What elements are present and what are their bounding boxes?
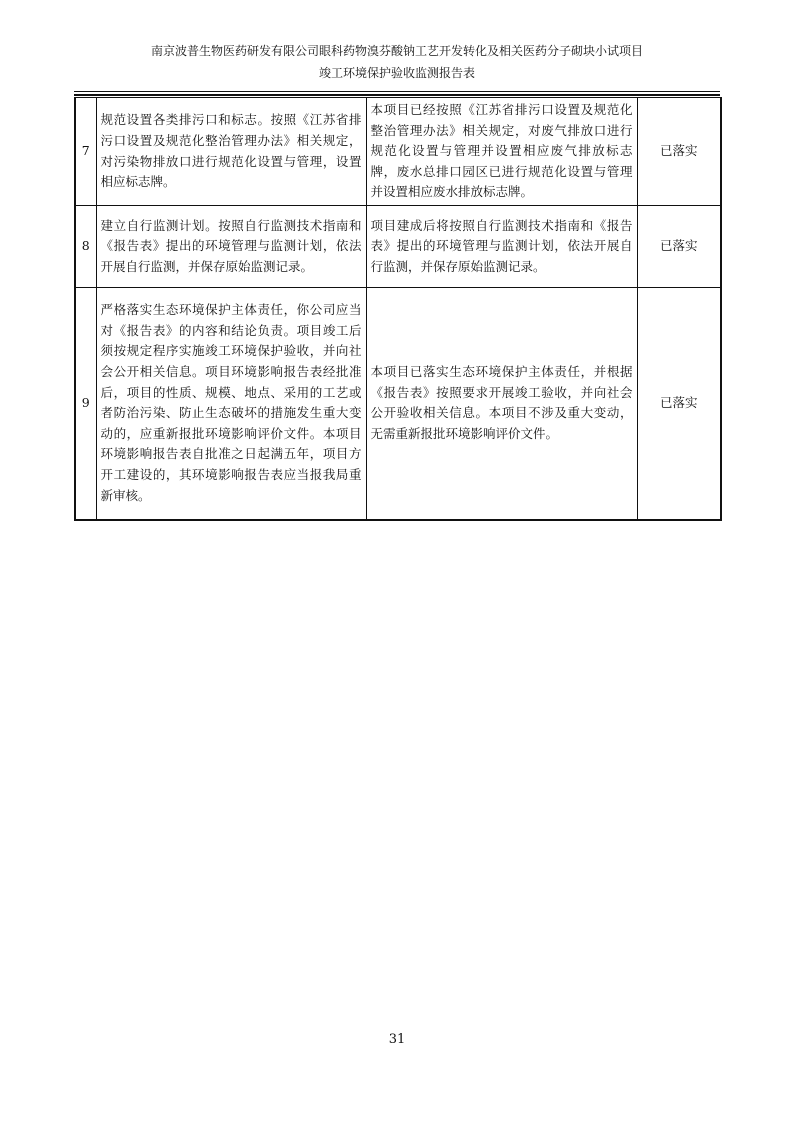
header-rule-thin <box>74 91 720 92</box>
requirement-cell: 严格落实生态环境保护主体责任，你公司应当对《报告表》的内容和结论负责。项目竣工后须按规定程序实施竣工环境保护验收，并向社会公开相关信息。项目环境影响报告表经批准后，项目的性质、规模、地点、采用的工艺或者防治污染、防止生态破坏的措施发生重大变动的，应重新报批环境影响评价文件。本项目环境影响报告表自批准之日起满五年，项目方开工建设的，其环境影响报告表应当报我局重新审核。 <box>96 288 366 520</box>
table-row <box>75 288 721 520</box>
requirement-cell: 建立自行监测计划。按照自行监测技术指南和《报告表》提出的环境管理与监测计划，依法开展自行监测，并保存原始监测记录。 <box>96 206 366 288</box>
implementation-cell: 本项目已经按照《江苏省排污口设置及规范化整治管理办法》相关规定，对废气排放口进行规范化设置与管理并设置相应废气排放标志牌，废水总排口园区已进行规范化设置与管理并设置相应废水排放标志牌。 <box>366 98 637 206</box>
status-cell: 已落实 <box>637 206 721 288</box>
row-index: 7 <box>75 98 96 206</box>
page-number: 31 <box>388 1032 406 1047</box>
row-index: 8 <box>75 206 96 288</box>
header-title-line2: 竣工环境保护验收监测报告表 <box>318 66 475 80</box>
requirements-table <box>74 97 722 521</box>
status-cell: 已落实 <box>637 288 721 520</box>
implementation-cell: 本项目已落实生态环境保护主体责任，并根据《报告表》按照要求开展竣工验收，并向社会公开验收相关信息。本项目不涉及重大变动，无需重新报批环境影响评价文件。 <box>366 288 637 520</box>
implementation-cell: 项目建成后将按照自行监测技术指南和《报告表》提出的环境管理与监测计划，依法开展自行监测，并保存原始监测记录。 <box>366 206 637 288</box>
status-cell: 已落实 <box>637 98 721 206</box>
header-rule-thick <box>74 94 720 96</box>
table-row <box>75 98 721 206</box>
row-index: 9 <box>75 288 96 520</box>
requirement-cell: 规范设置各类排污口和标志。按照《江苏省排污口设置及规范化整治管理办法》相关规定，对污染物排放口进行规范化设置与管理，设置相应标志牌。 <box>96 98 366 206</box>
header-title-line1: 南京波普生物医药研发有限公司眼科药物溴芬酸钠工艺开发转化及相关医药分子砌块小试项目 <box>150 44 643 58</box>
report-header <box>0 40 794 84</box>
table-row <box>75 206 721 288</box>
